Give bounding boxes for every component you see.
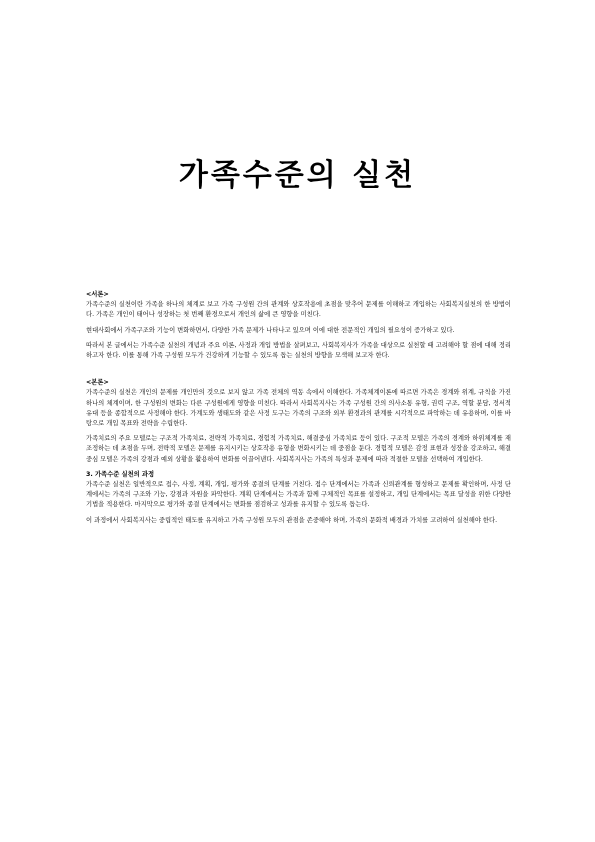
section-gap	[86, 366, 511, 378]
paragraph: 따라서 본 글에서는 가족수준 실천의 개념과 주요 이론, 사정과 개입 방법을 살펴보고, 사회복지사가 가족을 대상으로 실천할 때 고려해야 할 점에 대해 정리하고자 한다. 이를 통해 가족 구성원 모두가 건강하게 기능할 수 있도록 돕는 실천의 방향을 모색해 보고자 한다.	[86, 341, 511, 360]
paragraph: 이 과정에서 사회복지사는 중립적인 태도를 유지하고 가족 구성원 모두의 관점을 존중해야 하며, 가족의 문화적 배경과 가치를 고려하여 실천해야 한다.	[86, 516, 498, 524]
section-heading-body: <본론>	[86, 379, 109, 387]
document-title: 가족수준의 실천	[178, 158, 417, 193]
paragraph: 현대사회에서 가족구조와 기능이 변화하면서, 다양한 가족 문제가 나타나고 있으며 이에 대한 전문적인 개입의 필요성이 증가하고 있다.	[86, 326, 455, 334]
section-heading-process: 3. 가족수준 실천의 과정	[86, 470, 155, 478]
paragraph: 가족수준의 실천이란 가족을 하나의 체계로 보고 가족 구성원 간의 관계와 상호작용에 초점을 맞추어 문제를 이해하고 개입하는 사회복지실천의 한 방법이다. 가족은 개인이 태어나 성장하는 첫 번째 환경으로서 개인의 삶에 큰 영향을 미친다.	[86, 301, 511, 319]
paragraph: 가족수준의 실천은 개인의 문제를 개인만의 것으로 보지 않고 가족 전체의 역동 속에서 이해한다. 가족체계이론에 따르면 가족은 경계와 위계, 규칙을 가진 하나의 체계이며, 한 구성원의 변화는 다른 구성원에게 영향을 미친다. 따라서 사회복지사는 가족 구성원 간의 의사소통 유형, 권력 구조, 역할 분담, 정서적 유대 등을 종합적으로 사정해야 한다. 가계도와 생태도와 같은 사정 도구는 가족의 구조와 외부 환경과의 관계를 시각적으로 파악하는 데 유용하며, 이를 바탕으로 개입 목표와 전략을 수립한다.	[86, 389, 511, 428]
paragraph: 가족수준 실천은 일반적으로 접수, 사정, 계획, 개입, 평가와 종결의 단계를 거친다. 접수 단계에서는 가족과 신뢰관계를 형성하고 문제를 확인하며, 사정 단계에서는 가족의 구조와 기능, 강점과 자원을 파악한다. 계획 단계에서는 가족과 함께 구체적인 목표를 설정하고, 개입 단계에서는 목표 달성을 위한 다양한 기법을 적용한다. 마지막으로 평가와 종결 단계에서는 변화를 점검하고 성과를 유지할 수 있도록 돕는다.	[86, 481, 511, 509]
paragraph: 가족치료의 주요 모델로는 구조적 가족치료, 전략적 가족치료, 경험적 가족치료, 해결중심 가족치료 등이 있다. 구조적 모델은 가족의 경계와 하위체계를 재조정하는 데 초점을 두며, 전략적 모델은 문제를 유지시키는 상호작용 유형을 변화시키는 데 중점을 둔다. 경험적 모델은 감정 표현과 성장을 강조하고, 해결중심 모델은 가족의 강점과 예외 상황을 활용하여 변화를 이끌어낸다. 사회복지사는 가족의 특성과 문제에 따라 적절한 모델을 선택하여 개입한다.	[86, 435, 511, 463]
document-body	[86, 290, 511, 531]
section-heading-intro: <서론>	[86, 291, 109, 298]
